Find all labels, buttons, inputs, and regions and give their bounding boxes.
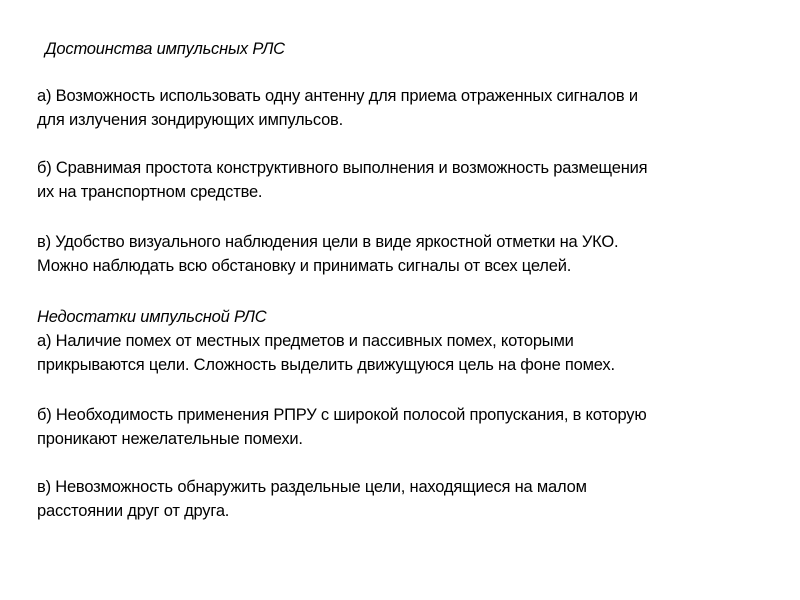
advantage-item-c [37,230,757,278]
advantage-item-a-line-1: а) Возможность использовать одну антенну для приема отраженных сигналов и [37,87,638,105]
disadvantage-item-b-line-2: проникают нежелательные помехи. [37,430,303,448]
disadvantage-item-b [37,403,757,451]
disadvantage-item-a-line-2: прикрываются цели. Сложность выделить движущуюся цель на фоне помех. [37,356,615,374]
disadvantages-section [37,305,757,377]
disadvantage-item-b-line-1: б) Необходимость применения РПРУ с широкой полосой пропускания, в которую [37,406,647,424]
advantage-item-b-line-2: их на транспортном средстве. [37,183,263,201]
disadvantages-heading: Недостатки импульсной РЛС [37,308,267,326]
advantage-item-c-line-1: в) Удобство визуального наблюдения цели в виде яркостной отметки на УКО. [37,233,619,251]
advantage-item-b-line-1: б) Сравнимая простота конструктивного выполнения и возможность размещения [37,159,648,177]
advantage-item-a-line-2: для излучения зондирующих импульсов. [37,111,343,129]
disadvantage-item-c-line-2: расстоянии друг от друга. [37,502,230,520]
advantage-item-a [37,84,757,132]
advantages-heading: Достоинства импульсных РЛС [45,40,285,58]
disadvantage-item-c-line-1: в) Невозможность обнаружить раздельные цели, находящиеся на малом [37,478,587,496]
disadvantage-item-c [37,475,757,523]
advantage-item-b [37,156,757,204]
advantage-item-c-line-2: Можно наблюдать всю обстановку и принимать сигналы от всех целей. [37,257,572,275]
disadvantage-item-a-line-1: а) Наличие помех от местных предметов и пассивных помех, которыми [37,332,574,350]
